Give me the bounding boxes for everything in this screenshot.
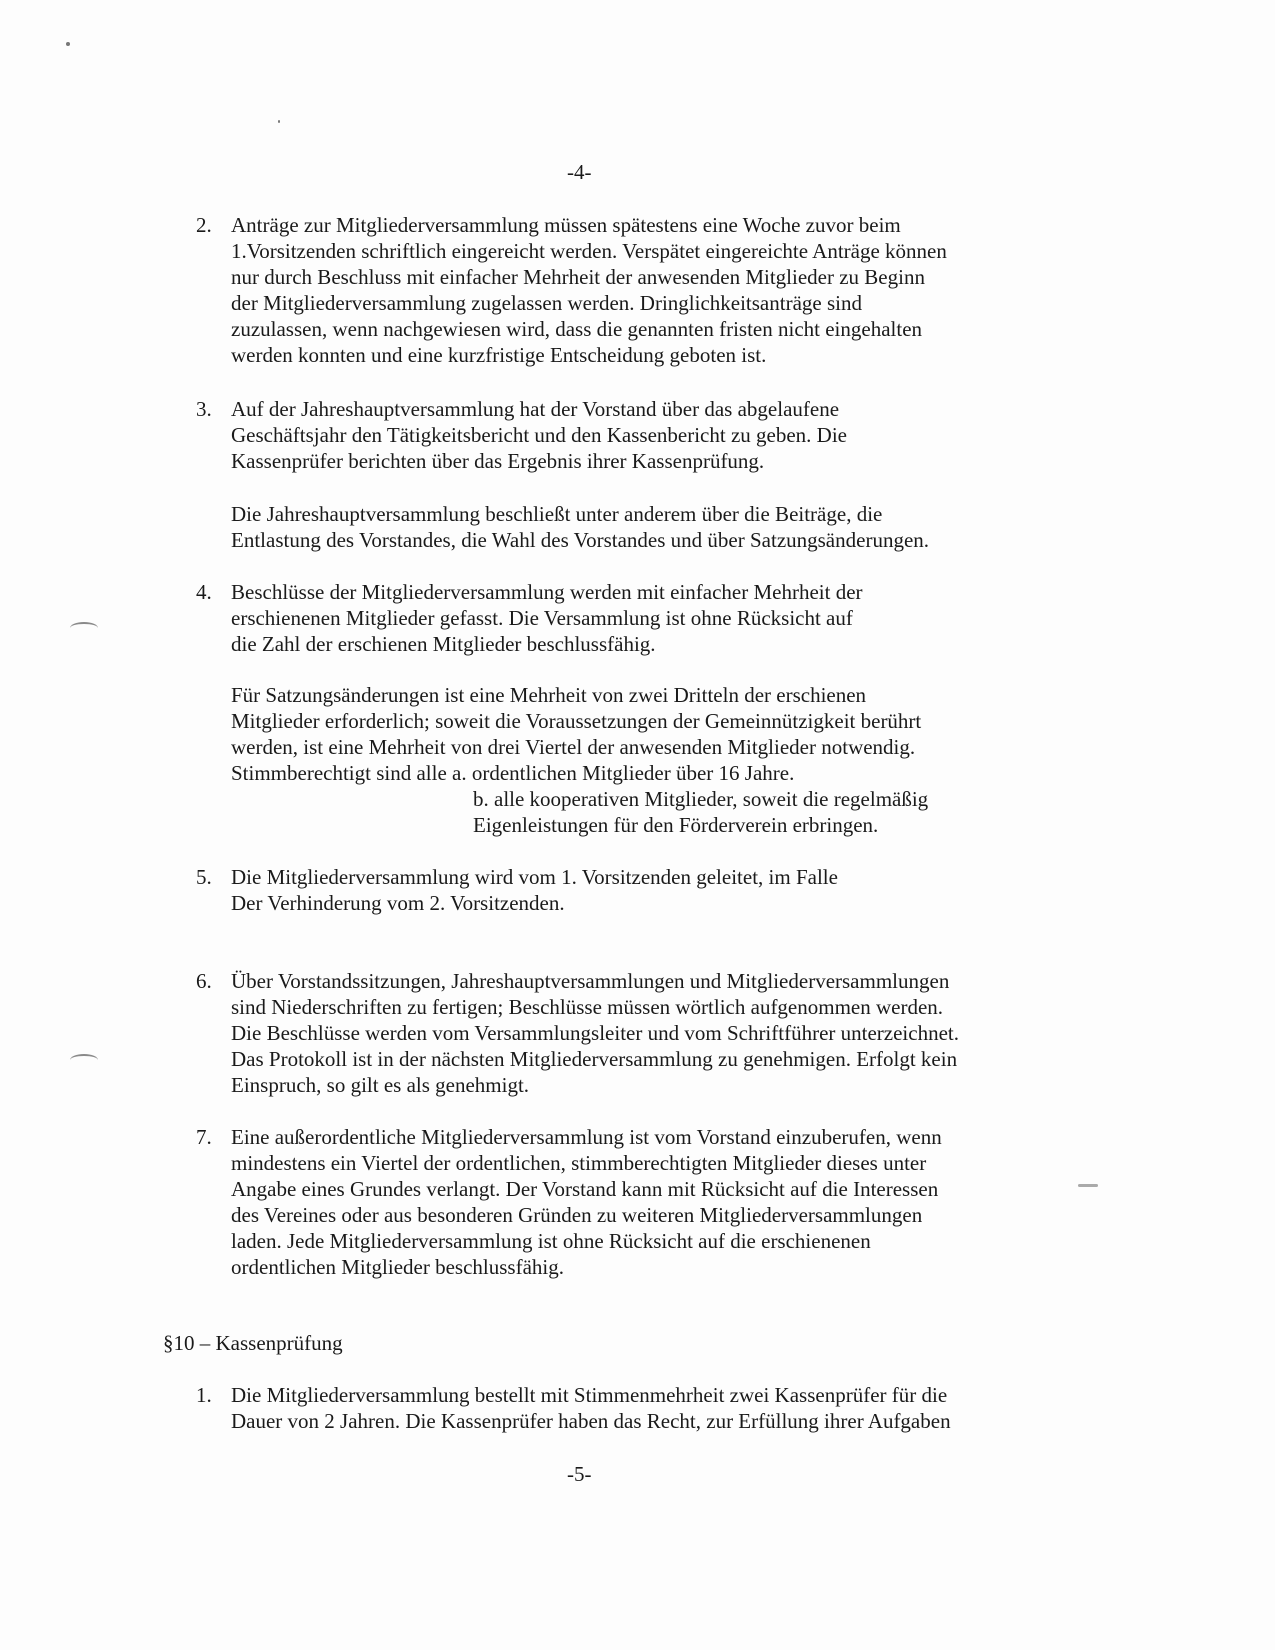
section-item-line: Dauer von 2 Jahren. Die Kassenprüfer haben das Recht, zur Erfüllung ihrer Aufgaben: [231, 1409, 951, 1433]
item-6-line: Die Beschlüsse werden vom Versammlungsleiter und vom Schriftführer unterzeichnet.: [231, 1021, 959, 1045]
scan-speck: [1078, 1184, 1098, 1187]
item-6-line: Einspruch, so gilt es als genehmigt.: [231, 1073, 530, 1097]
item-number: 5.: [196, 865, 212, 889]
scan-speck: [66, 42, 70, 46]
item-7-line: Eine außerordentliche Mitgliederversammlung ist vom Vorstand einzuberufen, wenn: [231, 1125, 942, 1149]
section-item-number: 1.: [196, 1383, 212, 1407]
item-number: 6.: [196, 969, 212, 993]
item-4-subitem-b-line: Eigenleistungen für den Förderverein erbringen.: [473, 813, 879, 837]
item-number: 7.: [196, 1125, 212, 1149]
item-4-paragraph-line: Mitglieder erforderlich; soweit die Voraussetzungen der Gemeinnützigkeit berührt: [231, 709, 922, 733]
item-3-paragraph-line: Entlastung des Vorstandes, die Wahl des Vorstandes und über Satzungsänderungen.: [231, 528, 930, 552]
item-7-line: ordentlichen Mitglieder beschlussfähig.: [231, 1255, 564, 1279]
item-2-line: werden konnten und eine kurzfristige Entscheidung geboten ist.: [231, 343, 767, 367]
item-2-line: Anträge zur Mitgliederversammlung müssen spätestens eine Woche zuvor beim: [231, 213, 901, 237]
item-3-paragraph-line: Die Jahreshauptversammlung beschließt unter anderem über die Beiträge, die: [231, 502, 883, 526]
item-4-paragraph-line: Für Satzungsänderungen ist eine Mehrheit von zwei Dritteln der erschienen: [231, 683, 867, 707]
item-4-line: erschienenen Mitglieder gefasst. Die Versammlung ist ohne Rücksicht auf: [231, 606, 853, 630]
item-2-line: der Mitgliederversammlung zugelassen werden. Dringlichkeitsanträge sind: [231, 291, 862, 315]
item-4-subitem-b-line: b. alle kooperativen Mitglieder, soweit die regelmäßig: [473, 787, 929, 811]
item-3-line: Kassenprüfer berichten über das Ergebnis ihrer Kassenprüfung.: [231, 449, 765, 473]
item-number: 2.: [196, 213, 212, 237]
punch-hole-mark: [70, 1054, 98, 1066]
page-number-top: -4-: [567, 160, 592, 184]
item-7-line: Angabe eines Grundes verlangt. Der Vorstand kann mit Rücksicht auf die Interessen: [231, 1177, 939, 1201]
item-6-line: Über Vorstandssitzungen, Jahreshauptversammlungen und Mitgliederversammlungen: [231, 969, 950, 993]
punch-hole-mark: [70, 622, 98, 634]
item-5-line: Die Mitgliederversammlung wird vom 1. Vorsitzenden geleitet, im Falle: [231, 865, 838, 889]
item-7-line: laden. Jede Mitgliederversammlung ist ohne Rücksicht auf die erschienenen: [231, 1229, 871, 1253]
item-2-line: zuzulassen, wenn nachgewiesen wird, dass die genannten fristen nicht eingehalten: [231, 317, 923, 341]
item-number: 3.: [196, 397, 212, 421]
item-6-line: Das Protokoll ist in der nächsten Mitgliederversammlung zu genehmigen. Erfolgt kein: [231, 1047, 958, 1071]
item-number: 4.: [196, 580, 212, 604]
item-2-line: 1.Vorsitzenden schriftlich eingereicht werden. Verspätet eingereichte Anträge können: [231, 239, 947, 263]
item-6-line: sind Niederschriften zu fertigen; Beschlüsse müssen wörtlich aufgenommen werden.: [231, 995, 944, 1019]
item-7-line: des Vereines oder aus besonderen Gründen zu weiteren Mitgliederversammlungen: [231, 1203, 923, 1227]
item-4-paragraph-line: werden, ist eine Mehrheit von drei Viertel der anwesenden Mitglieder notwendig.: [231, 735, 916, 759]
section-heading: §10 – Kassenprüfung: [163, 1331, 343, 1355]
item-4-line: die Zahl der erschienen Mitglieder beschlussfähig.: [231, 632, 656, 656]
item-3-line: Geschäftsjahr den Tätigkeitsbericht und den Kassenbericht zu geben. Die: [231, 423, 847, 447]
item-4-line: Beschlüsse der Mitgliederversammlung werden mit einfacher Mehrheit der: [231, 580, 863, 604]
item-7-line: mindestens ein Viertel der ordentlichen, stimmberechtigten Mitglieder dieses unter: [231, 1151, 927, 1175]
page-number-bottom: -5-: [567, 1462, 592, 1486]
item-4-paragraph-line: Stimmberechtigt sind alle a. ordentlichen Mitglieder über 16 Jahre.: [231, 761, 795, 785]
scan-speck: [278, 120, 280, 123]
section-item-line: Die Mitgliederversammlung bestellt mit Stimmenmehrheit zwei Kassenprüfer für die: [231, 1383, 948, 1407]
item-3-line: Auf der Jahreshauptversammlung hat der Vorstand über das abgelaufene: [231, 397, 840, 421]
item-2-line: nur durch Beschluss mit einfacher Mehrheit der anwesenden Mitglieder zu Beginn: [231, 265, 925, 289]
item-5-line: Der Verhinderung vom 2. Vorsitzenden.: [231, 891, 565, 915]
